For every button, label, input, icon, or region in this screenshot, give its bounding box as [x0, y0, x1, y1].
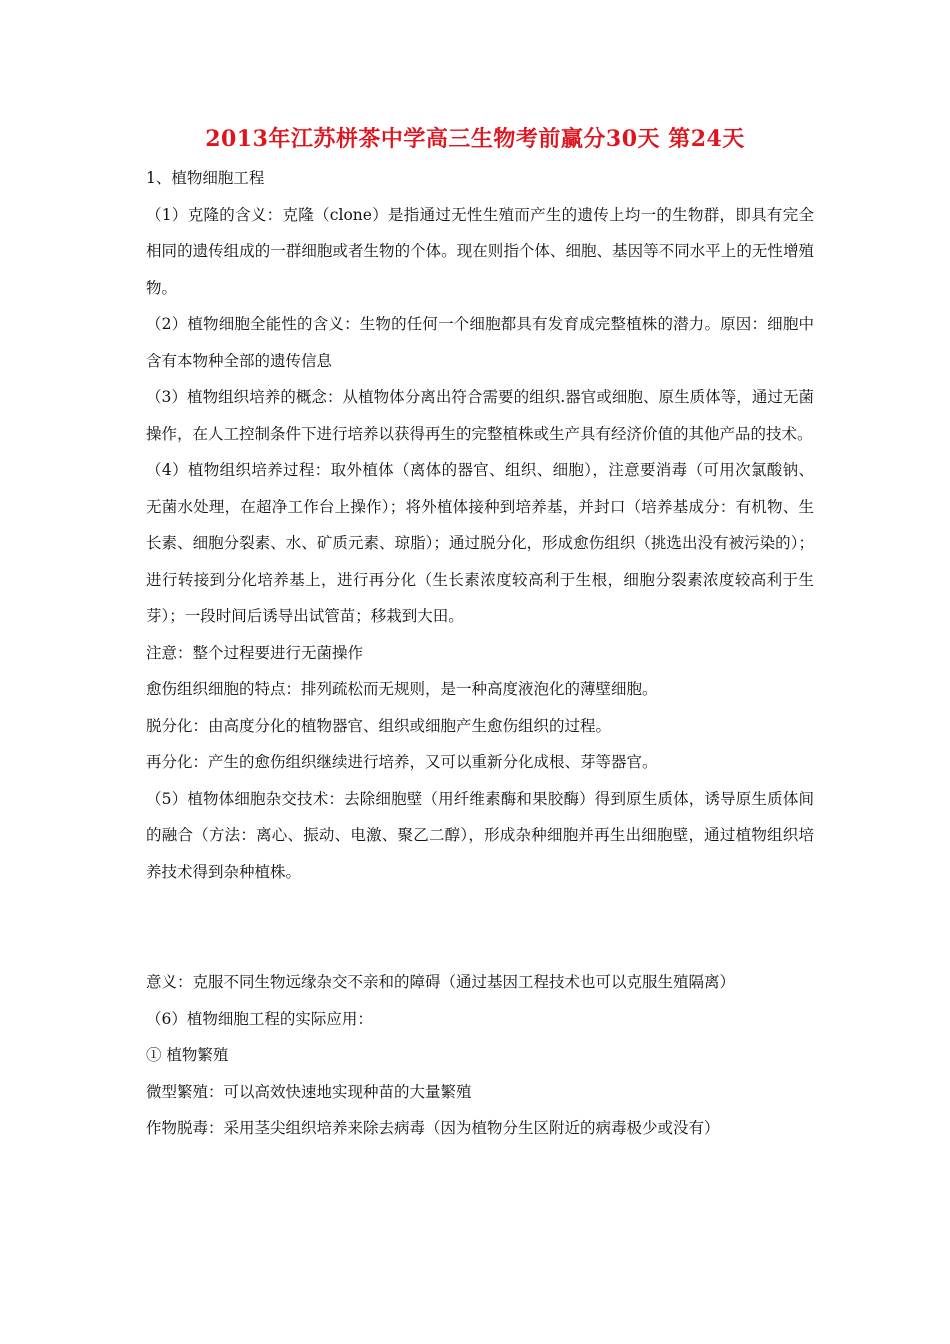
paragraph-callus-features: 愈伤组织细胞的特点：排列疏松而无规则，是一种高度液泡化的薄壁细胞。 [146, 680, 658, 698]
document-body [146, 160, 814, 1147]
paragraph-clone-definition: （1）克隆的含义：克隆（clone）是指通过无性生殖而产生的遗传上均一的生物群，即具有完全相同的遗传组成的一群细胞或者生物的个体。现在则指个体、细胞、基因等不同水平上的无性增殖物。 [146, 205, 814, 297]
paragraph-tissue-culture-process: （4）植物组织培养过程：取外植体（离体的器官、组织、细胞），注意要消毒（可用次氯酸钠、无菌水处理，在超净工作台上操作）；将外植体接种到培养基，并封口（培养基成分：有机物、生长素、细胞分裂素、水、矿质元素、琼脂）；通过脱分化，形成愈伤组织（挑选出没有被污染的）；进行转接到分化培养基上，进行再分化（生长素浓度较高利于生根，细胞分裂素浓度较高利于生芽）；一段时间后诱导出试管苗；移栽到大田。 [146, 461, 814, 625]
paragraph-dedifferentiation: 脱分化：由高度分化的植物器官、组织或细胞产生愈伤组织的过程。 [146, 716, 612, 735]
paragraph-significance: 意义：克服不同生物远缘杂交不亲和的障碍（通过基因工程技术也可以克服生殖隔离） [146, 973, 736, 991]
paragraph-note-sterile: 注意：整个过程要进行无菌操作 [146, 643, 364, 662]
document-title: 2013年江苏栟茶中学高三生物考前赢分30天 第24天 [205, 126, 745, 152]
paragraph-micropropagation: 微型繁殖：可以高效快速地实现种苗的大量繁殖 [146, 1082, 472, 1101]
paragraph-applications-heading: （6）植物细胞工程的实际应用： [146, 1009, 373, 1028]
section-heading: 1、植物细胞工程 [146, 169, 265, 187]
paragraph-plant-propagation: ① 植物繁殖 [146, 1046, 229, 1064]
paragraph-somatic-hybridization: （5）植物体细胞杂交技术：去除细胞壁（用纤维素酶和果胶酶）得到原生质体，诱导原生质体间的融合（方法：离心、振动、电激、聚乙二醇），形成杂种细胞并再生出细胞壁，通过植物组织培养技术得到杂种植株。 [146, 789, 814, 881]
paragraph-totipotency: （2）植物细胞全能性的含义：生物的任何一个细胞都具有发育成完整植株的潜力。原因：细胞中含有本物种全部的遗传信息 [146, 315, 814, 370]
paragraph-redifferentiation: 再分化：产生的愈伤组织继续进行培养，又可以重新分化成根、芽等器官。 [146, 753, 658, 771]
blank-gap [146, 890, 814, 964]
paragraph-tissue-culture-concept: （3）植物组织培养的概念：从植物体分离出符合需要的组织.器官或细胞、原生质体等，通过无菌操作，在人工控制条件下进行培养以获得再生的完整植株或生产具有经济价值的其他产品的技术。 [146, 388, 814, 443]
paragraph-virus-elimination: 作物脱毒：采用茎尖组织培养来除去病毒（因为植物分生区附近的病毒极少或没有） [146, 1119, 720, 1137]
